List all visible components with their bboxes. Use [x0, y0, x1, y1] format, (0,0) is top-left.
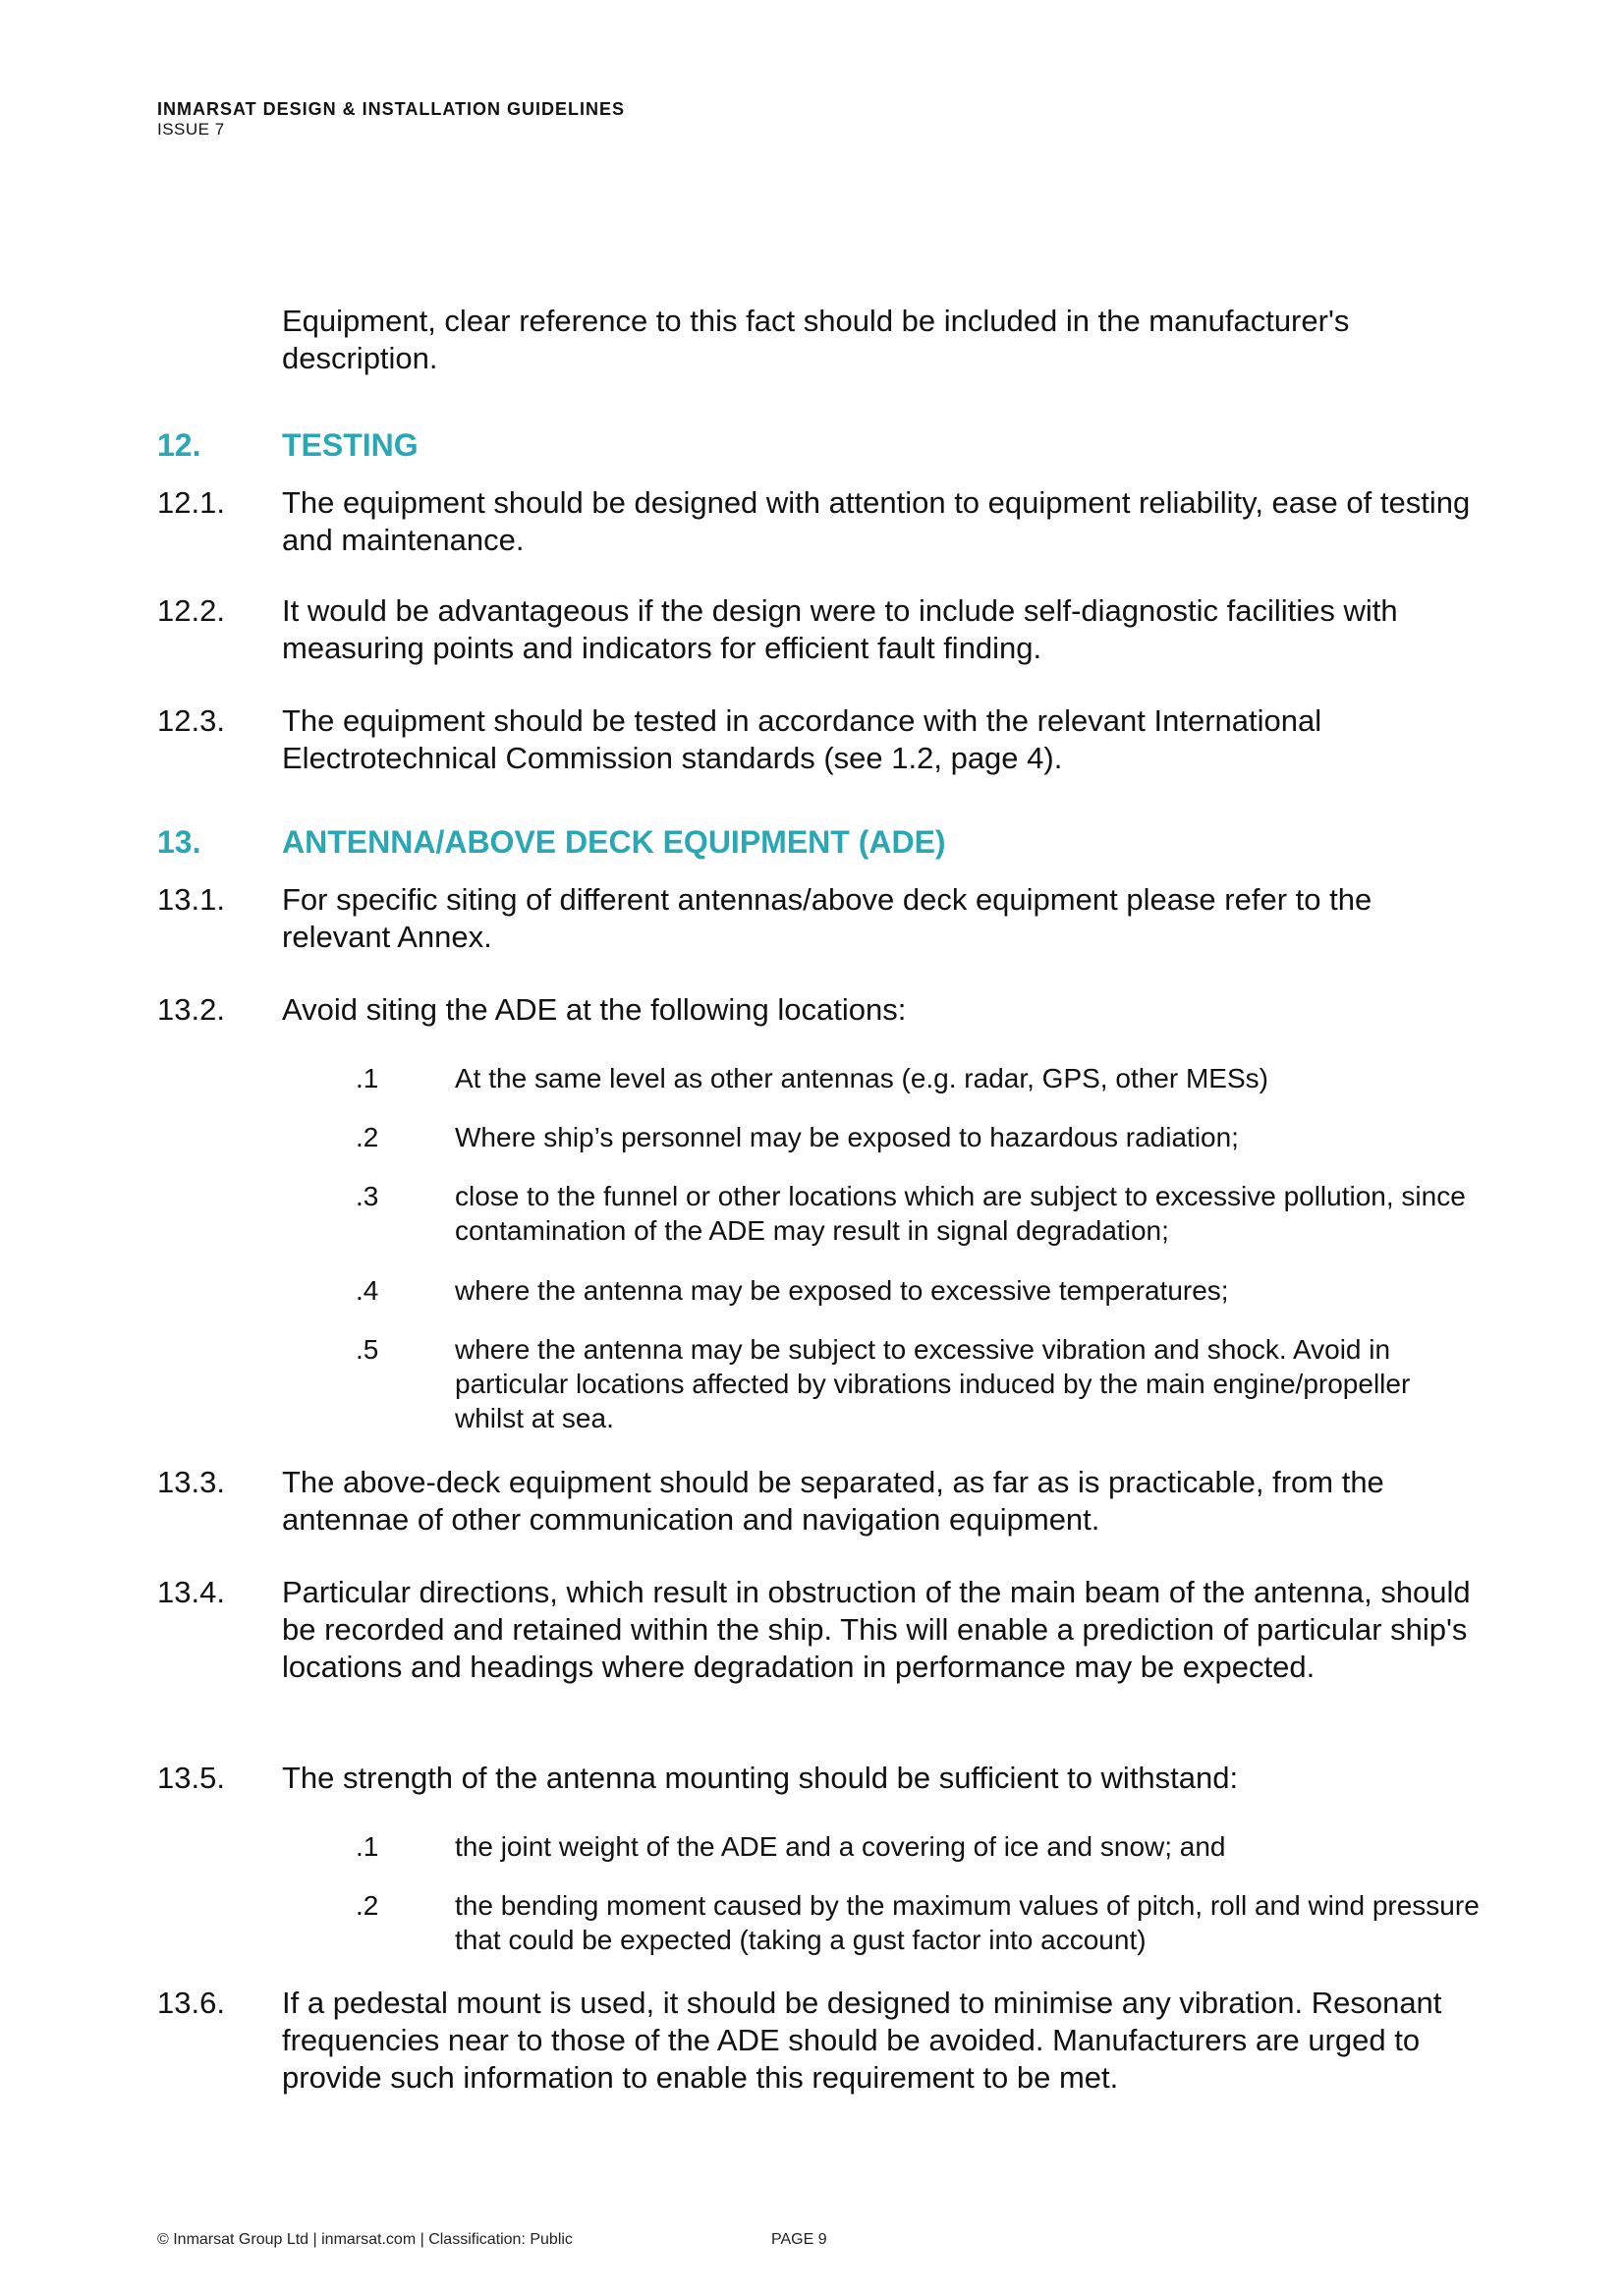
- paragraph-number: 13.5.: [157, 1761, 225, 1795]
- section-number: 13.: [157, 824, 201, 860]
- paragraph-text: The equipment should be tested in accordance with the relevant International Electrotechnical Commission standards (see 1.2, page 4).: [282, 703, 1322, 775]
- section-title: ANTENNA/ABOVE DECK EQUIPMENT (ADE): [282, 824, 946, 860]
- intro-text: Equipment, clear reference to this fact should be included in the manufacturer's description.: [282, 304, 1350, 375]
- list-item-number: .1: [356, 1831, 379, 1862]
- paragraph-text: It would be advantageous if the design were to include self-diagnostic facilities with measuring points and indicators for efficient fault finding.: [282, 593, 1398, 665]
- section-heading-13: [157, 823, 1486, 861]
- paragraph-number: 13.2.: [157, 992, 225, 1027]
- paragraph-13-2: [157, 991, 1486, 1029]
- list-item-number: .1: [356, 1063, 379, 1093]
- paragraph-number: 12.3.: [157, 703, 225, 738]
- list-item-text: close to the funnel or other locations which are subject to excessive pollution, since contamination of the ADE may result in signal degradation;: [455, 1181, 1466, 1246]
- paragraph-text: The above-deck equipment should be separated, as far as is practicable, from the antennae of other communication and navigation equipment.: [282, 1465, 1384, 1537]
- list-item-13-5-1: [356, 1829, 1486, 1864]
- section-number: 12.: [157, 427, 201, 463]
- list-item-text: where the antenna may be subject to excessive vibration and shock. Avoid in particular locations affected by vibrations induced by the main engine/propeller whilst at sea.: [455, 1334, 1411, 1433]
- paragraph-number: 13.4.: [157, 1575, 225, 1609]
- list-item-text: the bending moment caused by the maximum values of pitch, roll and wind pressure that could be expected (taking a gust factor into account): [455, 1890, 1480, 1955]
- paragraph-13-6: [157, 1985, 1486, 2097]
- paragraph-text: The strength of the antenna mounting should be sufficient to withstand:: [282, 1761, 1239, 1795]
- list-item-number: .5: [356, 1334, 379, 1365]
- paragraph-13-5: [157, 1760, 1486, 1797]
- paragraph-text: The equipment should be designed with attention to equipment reliability, ease of testing and maintenance.: [282, 485, 1471, 557]
- section-heading-12: [157, 426, 1486, 464]
- paragraph-number: 12.1.: [157, 485, 225, 520]
- list-item-number: .4: [356, 1275, 379, 1306]
- paragraph-12-3: [157, 702, 1486, 777]
- paragraph-13-1: [157, 881, 1486, 956]
- list-item-text: the joint weight of the ADE and a covering of ice and snow; and: [455, 1831, 1226, 1862]
- paragraph-text: Particular directions, which result in obstruction of the main beam of the antenna, should be recorded and retained within the ship. This will enable a prediction of particular ship's locations and headings where degradation in performance may be expected.: [282, 1575, 1471, 1684]
- document-title: INMARSAT DESIGN & INSTALLATION GUIDELINES: [157, 99, 625, 119]
- footer-copyright: © Inmarsat Group Ltd | inmarsat.com | Classification: Public: [157, 2231, 573, 2248]
- paragraph-number: 13.1.: [157, 882, 225, 917]
- paragraph-13-4: [157, 1574, 1486, 1686]
- page-header: [157, 98, 625, 140]
- paragraph-12-1: [157, 484, 1486, 559]
- document-issue: ISSUE 7: [157, 120, 225, 139]
- paragraph-13-3: [157, 1464, 1486, 1539]
- list-item-13-2-2: [356, 1120, 1486, 1154]
- paragraph-number: 13.6.: [157, 1986, 225, 2020]
- list-item-number: .2: [356, 1122, 379, 1152]
- list-item-13-2-3: [356, 1179, 1486, 1248]
- list-item-13-2-1: [356, 1061, 1486, 1095]
- page-number: PAGE 9: [771, 2231, 827, 2248]
- list-item-text: where the antenna may be exposed to excessive temperatures;: [455, 1275, 1229, 1306]
- paragraph-number: 12.2.: [157, 593, 225, 628]
- paragraph-text: For specific siting of different antennas/above deck equipment please refer to the relevant Annex.: [282, 882, 1372, 954]
- list-item-13-2-4: [356, 1273, 1486, 1308]
- list-item-number: .2: [356, 1890, 379, 1921]
- section-title: TESTING: [282, 427, 419, 463]
- paragraph-number: 13.3.: [157, 1465, 225, 1499]
- page-footer: [157, 2231, 827, 2249]
- paragraph-text: Avoid siting the ADE at the following locations:: [282, 992, 907, 1027]
- paragraph-text: If a pedestal mount is used, it should be designed to minimise any vibration. Resonant frequencies near to those of the ADE should be avoided. Manufacturers are urged to provide such information to enable this requirement to be met.: [282, 1986, 1442, 2095]
- paragraph-12-2: [157, 592, 1486, 667]
- list-item-text: Where ship’s personnel may be exposed to hazardous radiation;: [455, 1122, 1239, 1152]
- list-item-13-2-5: [356, 1332, 1486, 1435]
- list-item-number: .3: [356, 1181, 379, 1211]
- intro-paragraph: [157, 303, 1486, 377]
- list-item-13-5-2: [356, 1888, 1486, 1957]
- list-item-text: At the same level as other antennas (e.g. radar, GPS, other MESs): [455, 1063, 1268, 1093]
